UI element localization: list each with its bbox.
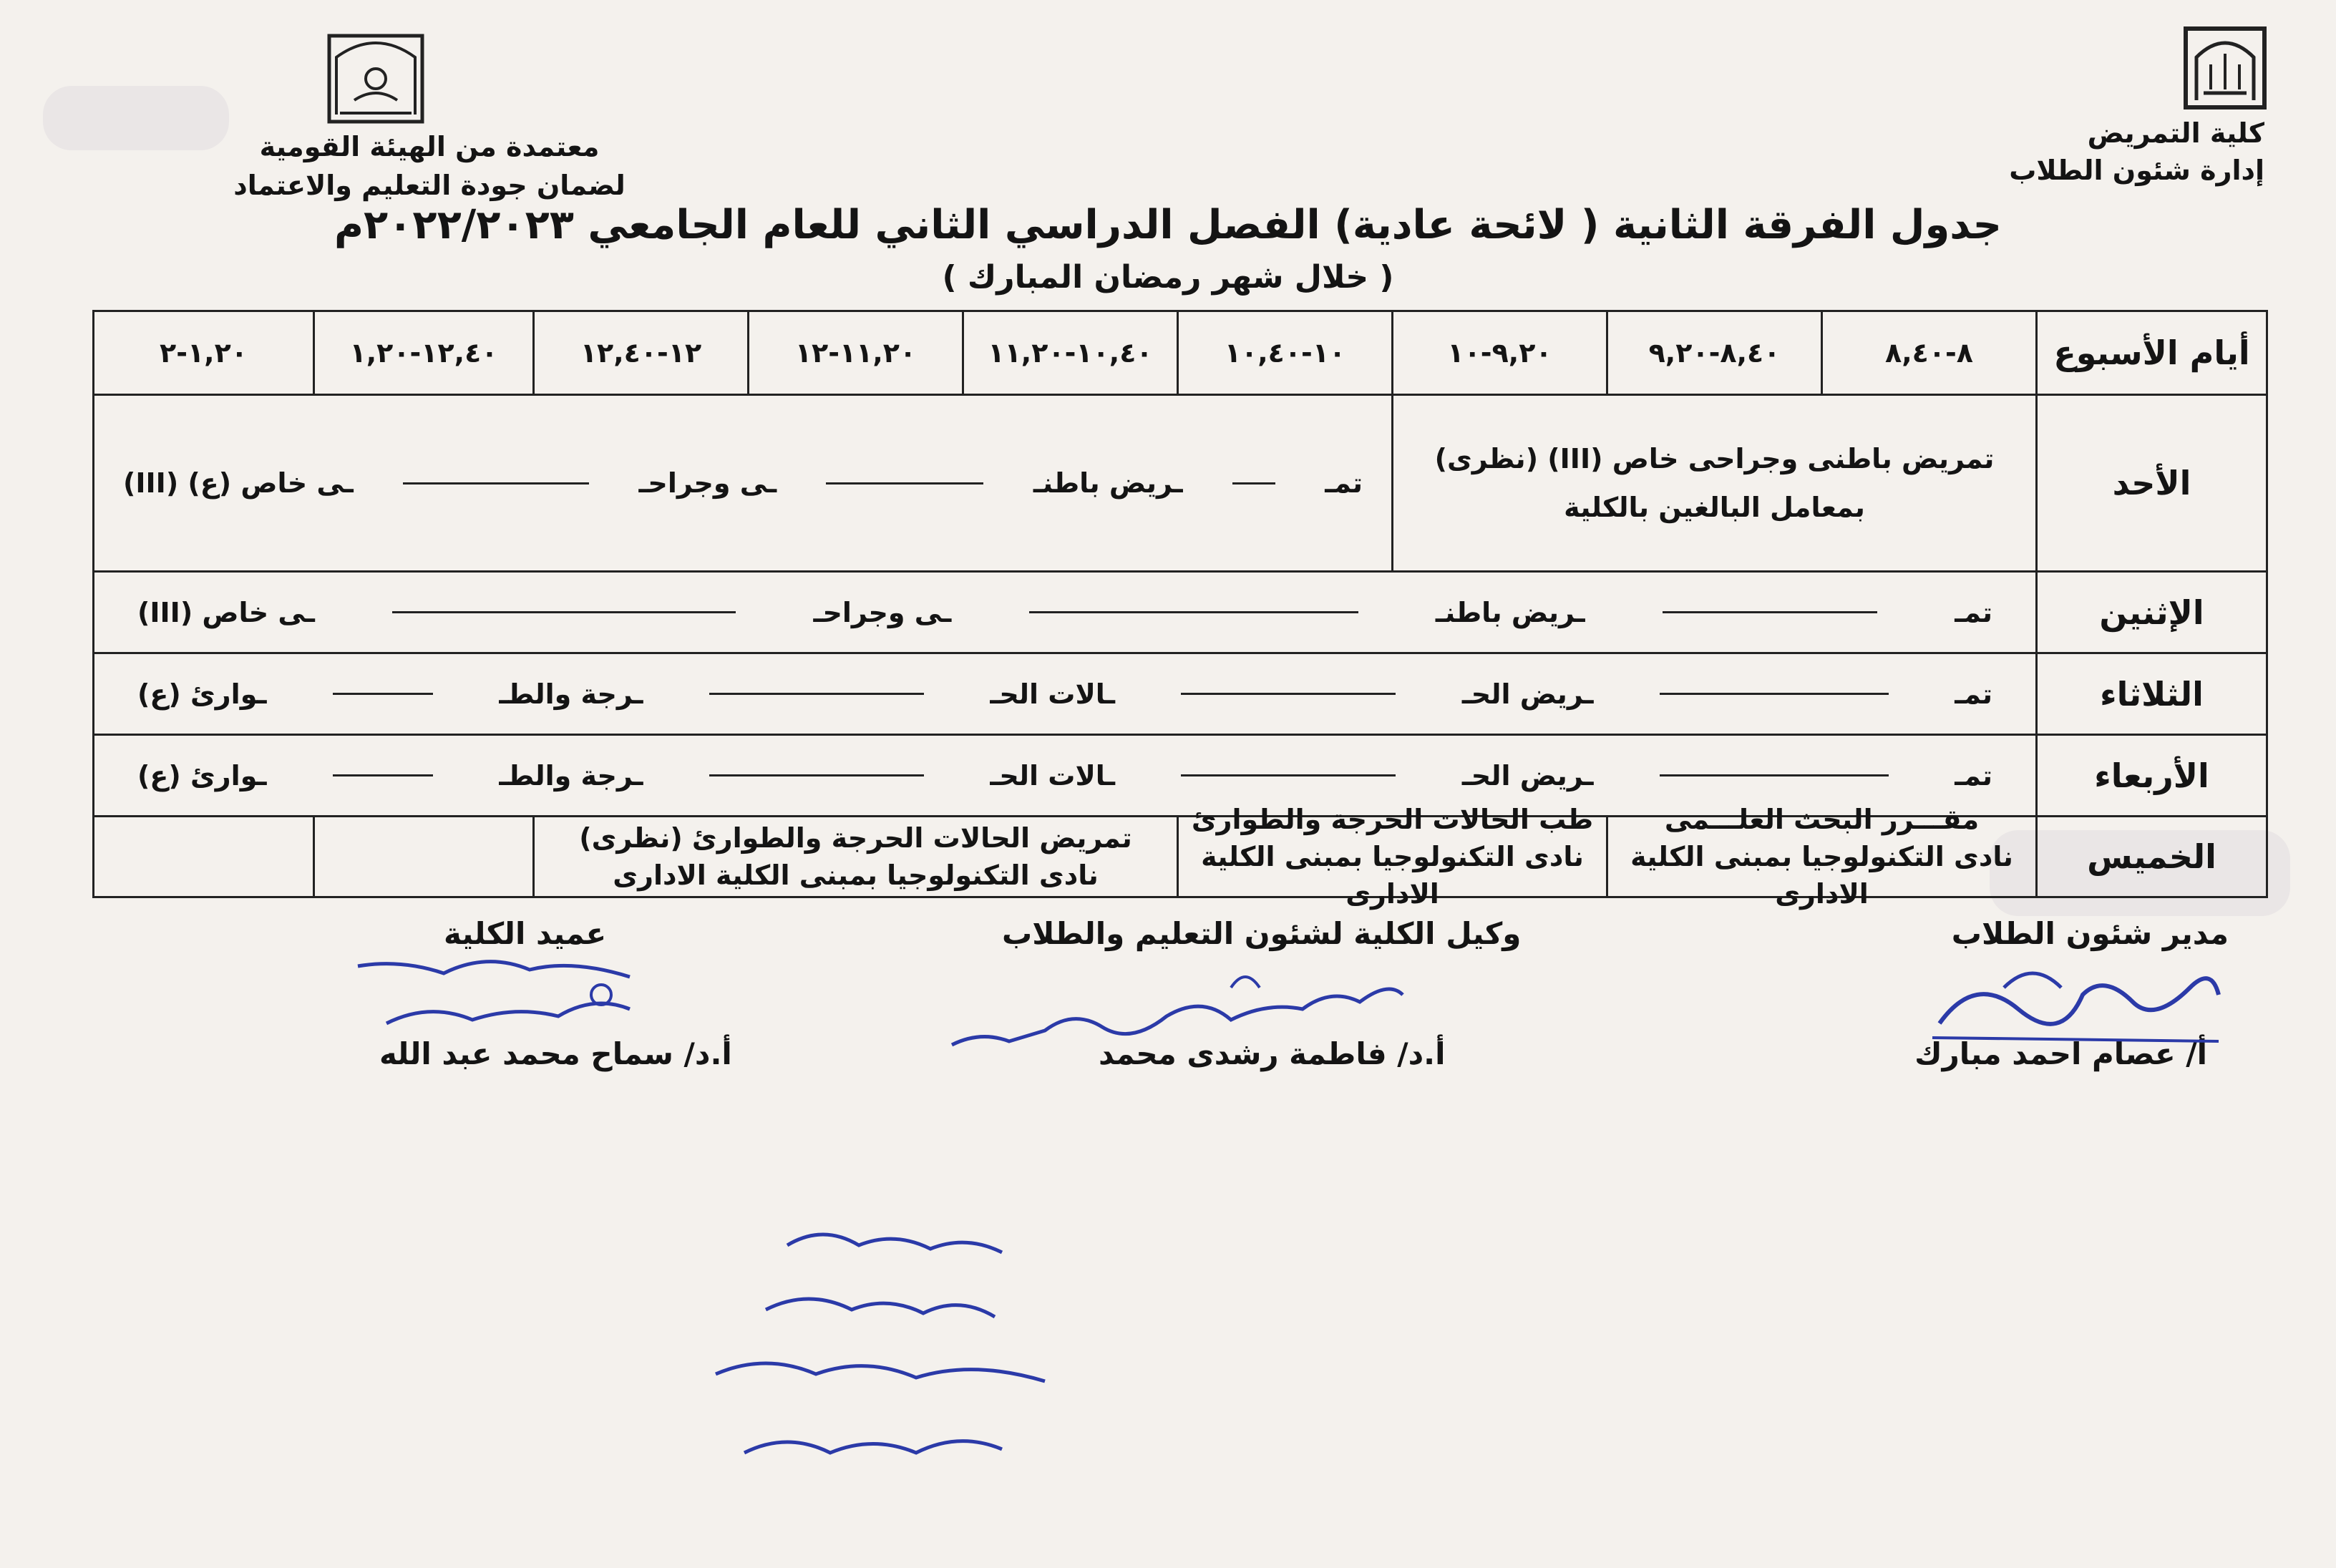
practical-part: ـريض باطنـ [1435, 596, 1585, 628]
tatweel-line [392, 611, 736, 613]
practical-part: ـالات الحـ [990, 678, 1115, 710]
practical-part: ـوارئ (ع) [137, 678, 267, 710]
dean-name: أ.د/ سماح محمد عبد الله [379, 1036, 732, 1071]
faculty-name: كلية التمريض [2087, 117, 2264, 149]
faculty-name-block [2009, 115, 2264, 189]
period-header: ٨-٨,٤٠ [1821, 310, 2038, 396]
practical-part: ـرجة والطـ [499, 759, 643, 792]
practical-part: ـرجة والطـ [499, 678, 643, 710]
period-header: ١,٢٠-٢ [92, 310, 315, 396]
day-monday: الإثنين [2035, 570, 2268, 654]
day-thursday: الخميس [2035, 815, 2268, 898]
dean-title: عميد الكلية [444, 916, 607, 951]
accreditation-block [208, 127, 651, 205]
tuesday-practical-cell [92, 652, 2038, 736]
practical-part: ـى وجراحـ [638, 467, 777, 499]
course-title: مقـــرر البحث العلـــمى [1664, 804, 1980, 835]
tatweel-line [1660, 774, 1889, 776]
handwritten-approval-note-icon [701, 1217, 1102, 1517]
thursday-empty-cell [92, 815, 315, 898]
practical-part: تمـ [1955, 678, 1992, 710]
days-header: أيام الأسبوع [2035, 310, 2268, 396]
tatweel-line [1181, 774, 1396, 776]
thursday-cell-2 [1177, 804, 1608, 910]
practical-part: ـريض الحـ [1461, 678, 1594, 710]
tatweel-line [1181, 693, 1396, 695]
students-affairs-signature-icon [1918, 945, 2233, 1052]
sunday-lecture-location: بمعامل البالغين بالكلية [1564, 492, 1865, 523]
practical-part: ـريض باطنـ [1033, 467, 1183, 499]
course-location: نادى التكنولوجيا بمبنى الكلية الادارى [613, 860, 1099, 891]
practical-part: ـى خاص (III) [137, 596, 315, 628]
practical-part: تمـ [1955, 759, 1992, 792]
practical-part: ـى خاص (ع) (III) [123, 467, 354, 499]
tatweel-line [403, 482, 589, 484]
practical-part: تمـ [1325, 467, 1363, 499]
practical-part: ـوارئ (ع) [137, 759, 267, 792]
tatweel-line [709, 693, 924, 695]
department-name: إدارة شئون الطلاب [2009, 155, 2264, 186]
course-location: نادى التكنولوجيا بمبنى الكلية الادارى [1201, 841, 1584, 910]
period-header: ١٠,٤٠-١١,٢٠ [962, 310, 1179, 396]
thursday-empty-cell [313, 815, 535, 898]
vice-dean-signature-icon [930, 959, 1417, 1066]
sunday-lecture-cell [1391, 394, 2038, 573]
page-subtitle: ( خلال شهر رمضان المبارك ) [942, 259, 1394, 296]
tatweel-line [709, 774, 924, 776]
tatweel-line [1663, 611, 1877, 613]
day-tuesday: الثلاثاء [2035, 652, 2268, 736]
day-wednesday: الأربعاء [2035, 734, 2268, 817]
accreditation-line-1: معتمدة من الهيئة القومية [259, 131, 600, 162]
scan-shadow [43, 86, 229, 150]
practical-part: تمـ [1955, 596, 1992, 628]
course-title: تمريض الحالات الحرجة والطوارئ (نظرى) [579, 822, 1132, 854]
period-header: ١٢,٤٠-١,٢٠ [313, 310, 535, 396]
tatweel-line [333, 693, 433, 695]
page-title: جدول الفرقة الثانية ( لائحة عادية) الفصل الدراسي الثاني للعام الجامعي ٢٠٢٢/٢٠٢٣م [334, 202, 2002, 248]
period-header: ٩,٢٠-١٠ [1391, 310, 1608, 396]
tatweel-line [1029, 611, 1358, 613]
thursday-cell-1 [1606, 804, 2038, 910]
period-header: ١١,٢٠-١٢ [747, 310, 964, 396]
period-header: ٨,٤٠-٩,٢٠ [1606, 310, 1823, 396]
tatweel-line [333, 774, 433, 776]
day-sunday: الأحد [2035, 394, 2268, 573]
monday-practical-cell [92, 570, 2038, 654]
tatweel-line [826, 482, 983, 484]
accreditation-line-2: لضمان جودة التعليم والاعتماد [233, 170, 626, 201]
dean-signature-icon [344, 945, 658, 1052]
thursday-cell-3 [532, 815, 1179, 898]
sunday-lecture-title: تمريض باطنى وجراحى خاص (III) (نظرى) [1434, 443, 1995, 474]
vice-dean-name: أ.د/ فاطمة رشدى محمد [1099, 1036, 1446, 1071]
course-title: طب الحالات الحرجة والطوارئ [1191, 804, 1594, 835]
schedule-table [92, 310, 2268, 910]
university-logo-icon [2171, 14, 2286, 122]
students-affairs-name: أ/ عصام احمد مبارك [1914, 1036, 2207, 1071]
faculty-logo-icon [315, 29, 437, 129]
practical-part: ـى وجراحـ [813, 596, 952, 628]
tatweel-line [1660, 693, 1889, 695]
course-location: نادى التكنولوجيا بمبنى الكلية الادارى [1630, 841, 2013, 910]
practical-part: ـالات الحـ [990, 759, 1115, 792]
vice-dean-title: وكيل الكلية لشئون التعليم والطلاب [1002, 916, 1522, 951]
sunday-practical-cell [92, 394, 1393, 573]
period-header: ١٠-١٠,٤٠ [1177, 310, 1393, 396]
students-affairs-title: مدير شئون الطلاب [1951, 916, 2229, 951]
period-header: ١٢-١٢,٤٠ [532, 310, 749, 396]
tatweel-line [1232, 482, 1275, 484]
practical-part: ـريض الحـ [1461, 759, 1594, 792]
